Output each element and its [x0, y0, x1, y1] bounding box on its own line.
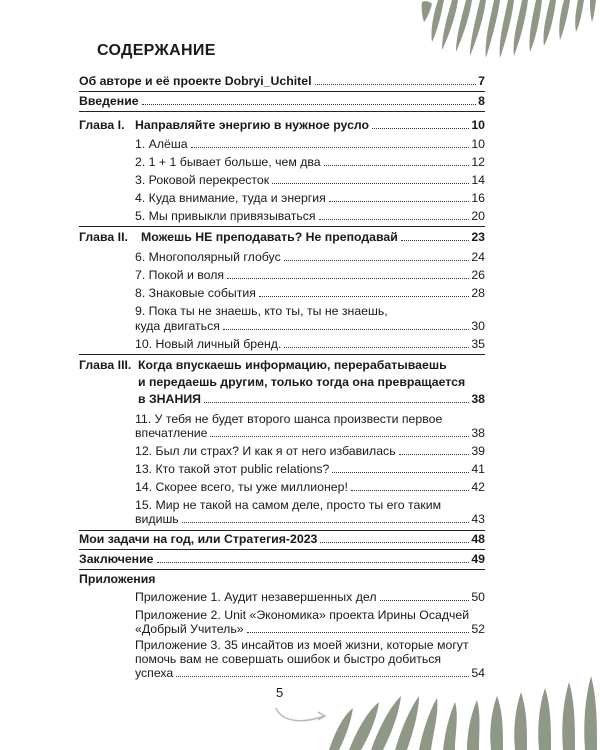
toc-section-9-line1: 9. Пока ты не знаешь, кто ты, ты не знаешь, [135, 304, 388, 318]
toc-page-number: 12 [471, 155, 485, 169]
page-number: 5 [276, 685, 284, 700]
section-title: куда двигаться [135, 319, 220, 333]
toc-entry-text: Заключение [79, 552, 154, 566]
section-title: 7. Покой и воля [135, 268, 225, 282]
toc-page-number: 23 [471, 230, 485, 244]
toc-page-number: 26 [471, 268, 485, 282]
toc-appendix-2 [135, 622, 485, 636]
dot-leader [324, 165, 470, 166]
toc-entry-text: Введение [79, 94, 139, 108]
chapter-label: Глава II. [79, 230, 128, 244]
toc-section-12 [135, 444, 485, 458]
section-title: 10. Новый личный бренд. [135, 337, 282, 351]
toc-page-number: 14 [471, 173, 485, 187]
dot-leader [247, 632, 470, 633]
dot-leader [176, 676, 469, 677]
chapter-label: Глава III. [79, 358, 132, 372]
toc-entry-goals [79, 532, 485, 546]
dot-leader [351, 490, 469, 491]
dot-leader [320, 542, 469, 543]
toc-page-number: 48 [471, 532, 485, 546]
section-title: 14. Скорее всего, ты уже миллионер! [135, 480, 348, 494]
toc-page-number: 54 [471, 666, 485, 680]
dot-leader [329, 201, 470, 202]
toc-page-number: 16 [471, 191, 485, 205]
section-title: впечатление [135, 426, 208, 440]
toc-appendix-2-line1: Приложение 2. Unit «Экономика» проекта Ирины Осадчей [135, 608, 470, 622]
dot-leader [284, 260, 470, 261]
section-title: 12. Был ли страх? И как я от него избавилась [135, 444, 396, 458]
toc-section-7 [135, 268, 485, 282]
toc-section-15-line1: 15. Мир не такой на самом деле, просто ты его таким [135, 498, 442, 512]
toc-page-number: 50 [471, 590, 485, 604]
divider [79, 354, 485, 355]
toc-page-number: 43 [471, 512, 485, 526]
dot-leader [259, 296, 469, 297]
dot-leader [191, 147, 470, 148]
dot-leader [204, 402, 469, 403]
divider [79, 91, 485, 92]
section-title: 5. Мы привыкли привязываться [135, 209, 316, 223]
toc-page-number: 38 [471, 392, 485, 406]
chapter-title: в ЗНАНИЯ [138, 392, 201, 406]
toc-section-14 [135, 480, 485, 494]
toc-page-number: 20 [471, 209, 485, 223]
dot-leader [210, 436, 469, 437]
dot-leader [223, 329, 469, 330]
divider [79, 569, 485, 570]
toc-entry-about [79, 74, 485, 88]
divider [79, 226, 485, 227]
toc-chapter-3 [138, 392, 485, 406]
section-title: 13. Кто такой этот public relations? [135, 462, 330, 476]
toc-page-number: 49 [471, 552, 485, 566]
toc-chapter-2 [79, 230, 485, 244]
toc-appendix-3-line2: помочь вам не совершать ошибок и быстро добиться [135, 652, 442, 666]
toc-page-number: 24 [471, 250, 485, 264]
toc-page-number: 28 [471, 286, 485, 300]
toc-page-number: 52 [471, 622, 485, 636]
appendix-title: успеха [135, 666, 174, 680]
toc-section-1 [135, 137, 485, 151]
dot-leader [272, 183, 469, 184]
toc-section-11-line1: 11. У тебя не будет второго шанса произвести первое [135, 412, 443, 426]
toc-chapter-1 [79, 118, 485, 132]
chapter-title: Направляйте энергию в нужное русло [135, 118, 370, 132]
appendix-title: Приложение 1. Аудит незавершенных дел [135, 590, 377, 604]
divider [79, 530, 485, 531]
toc-entry-conclusion [79, 552, 485, 566]
toc-section-5 [135, 209, 485, 223]
toc-entry-intro [79, 94, 485, 108]
dot-leader [182, 522, 470, 523]
curved-arrow-decoration [272, 704, 332, 728]
dot-leader [319, 219, 470, 220]
section-title: 2. 1 + 1 бывает больше, чем два [135, 155, 321, 169]
toc-entry-text: Об авторе и её проекте Dobryi_Uchitel [79, 74, 312, 88]
dot-leader [399, 454, 470, 455]
toc-section-3 [135, 173, 485, 187]
toc-appendix-3 [135, 666, 485, 680]
dot-leader [157, 562, 470, 563]
toc-page-number: 39 [471, 444, 485, 458]
toc-page-number: 10 [471, 137, 485, 151]
toc-appendix-1 [135, 590, 485, 604]
dot-leader [284, 347, 469, 348]
section-title: видишь [135, 512, 179, 526]
section-title: 1. Алёша [135, 137, 188, 151]
toc-page-number: 41 [471, 462, 485, 476]
toc-section-9 [135, 319, 485, 333]
toc-page-number: 10 [471, 118, 485, 132]
dot-leader [401, 240, 470, 241]
toc-entry-text: Мои задачи на год, или Стратегия-2023 [79, 532, 318, 546]
toc-appendix-3-line1: Приложение 3. 35 инсайтов из моей жизни, которые могут [135, 638, 469, 652]
contents-heading: СОДЕРЖАНИЕ [97, 42, 216, 59]
toc-page-number: 38 [471, 426, 485, 440]
divider [79, 111, 485, 112]
toc-section-8 [135, 286, 485, 300]
toc-section-11 [135, 426, 485, 440]
toc-page-number: 42 [471, 480, 485, 494]
appendix-title: «Добрый Учитель» [135, 622, 244, 636]
dot-leader [332, 472, 469, 473]
toc-section-10 [135, 337, 485, 351]
divider [79, 549, 485, 550]
section-title: 3. Роковой перекресток [135, 173, 270, 187]
toc-page-number: 30 [471, 319, 485, 333]
zebra-stripes-bottom-decoration [325, 672, 600, 750]
toc-section-6 [135, 250, 485, 264]
section-title: 4. Куда внимание, туда и энергия [135, 191, 326, 205]
dot-leader [380, 600, 470, 601]
dot-leader [315, 84, 477, 85]
toc-section-13 [135, 462, 485, 476]
chapter-label: Глава I. [79, 118, 125, 132]
toc-section-4 [135, 191, 485, 205]
toc-page-number: 7 [478, 74, 485, 88]
dot-leader [372, 128, 469, 129]
section-title: 8. Знаковые события [135, 286, 256, 300]
toc-page-number: 8 [478, 94, 485, 108]
toc-chapter-3-line1: Когда впускаешь информацию, перерабатываешь [138, 358, 447, 372]
dot-leader [227, 278, 469, 279]
dot-leader [142, 104, 477, 105]
toc-chapter-3-line2: и передаешь другим, только тогда она превращается [138, 375, 466, 389]
toc-section-2 [135, 155, 485, 169]
toc-entry-appendices: Приложения [79, 572, 156, 586]
toc-section-15 [135, 512, 485, 526]
toc-page-number: 35 [471, 337, 485, 351]
zebra-stripes-top-decoration [420, 0, 600, 80]
section-title: 6. Многополярный глобус [135, 250, 281, 264]
chapter-title: Можешь НЕ преподавать? Не преподавай [141, 230, 398, 244]
